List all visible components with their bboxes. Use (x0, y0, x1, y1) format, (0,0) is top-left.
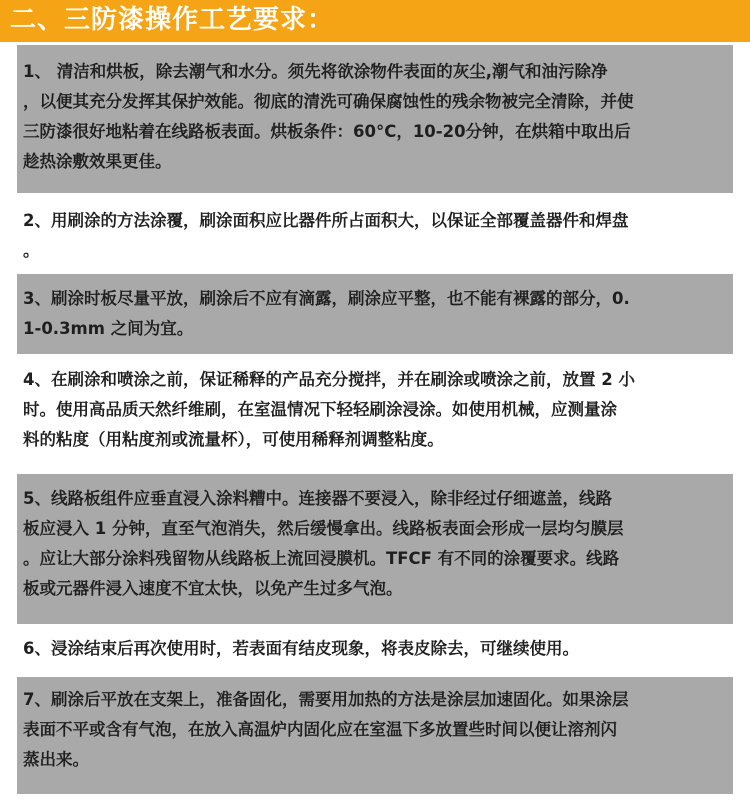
list-item-1 (17, 45, 733, 193)
item-4-line-1: 4、在刷涂和喷涂之前，保证稀释的产品充分搅拌，并在刷涂或喷涂之前，放置 2 小 (23, 370, 635, 389)
list-item-5 (17, 474, 733, 624)
list-item-6 (17, 630, 733, 672)
item-4-line-3: 料的粘度（用粘度剂或流量杯），可使用稀释剂调整粘度。 (23, 430, 444, 449)
item-7-line-2: 表面不平或含有气泡，在放入高温炉内固化应在室温下多放置些时间以便让溶剂闪 (23, 720, 617, 739)
item-5-line-2: 板应浸入 1 分钟，直至气泡消失，然后缓慢拿出。线路板表面会形成一层均匀膜层 (23, 519, 624, 538)
item-2-line-1: 2、用刷涂的方法涂覆，刷涂面积应比器件所占面积大，以保证全部覆盖器件和焊盘 (23, 211, 629, 230)
list-item-4 (17, 355, 733, 473)
item-3-line-1: 3、刷涂时板尽量平放，刷涂后不应有滴露，刷涂应平整，也不能有裸露的部分，0. (23, 289, 630, 308)
item-2-line-2: 。 (23, 241, 40, 260)
item-1-line-3: 三防漆很好地粘着在线路板表面。烘板条件：60°C，10-20分钟，在烘箱中取出后 (23, 122, 631, 141)
item-4-line-2: 时。使用高品质天然纤维刷，在室温情况下轻轻刷涂浸涂。如使用机械，应测量涂 (23, 400, 617, 419)
list-item-3 (17, 274, 733, 354)
item-5-line-1: 5、线路板组件应垂直浸入涂料糟中。连接器不要浸入，除非经过仔细遮盖，线路 (23, 489, 612, 508)
item-5-line-4: 板或元器件浸入速度不宜太快，以免产生过多气泡。 (23, 579, 403, 598)
section-title: 二、三防漆操作工艺要求： (10, 5, 335, 35)
item-1-line-1: 1、 清洁和烘板，除去潮气和水分。须先将欲涂物件表面的灰尘,潮气和油污除净 (23, 62, 608, 81)
item-5-line-3: 。应让大部分涂料残留物从线路板上流回浸膜机。TFCF 有不同的涂覆要求。线路 (23, 549, 620, 568)
item-7-line-1: 7、刷涂后平放在支架上，准备固化，需要用加热的方法是涂层加速固化。如果涂层 (23, 690, 629, 709)
item-1-line-2: ，以便其充分发挥其保护效能。彻底的清洗可确保腐蚀性的残余物被完全清除，并使 (23, 92, 634, 111)
item-6-line-1: 6、浸涂结束后再次使用时，若表面有结皮现象，将表皮除去，可继续使用。 (23, 639, 579, 658)
item-7-line-3: 蒸出来。 (23, 750, 89, 769)
list-item-7 (17, 677, 733, 794)
list-item-2 (17, 196, 733, 280)
item-1-line-4: 趁热涂敷效果更佳。 (23, 152, 172, 171)
section-header (0, 0, 750, 42)
item-3-line-2: 1-0.3mm 之间为宜。 (23, 319, 194, 338)
